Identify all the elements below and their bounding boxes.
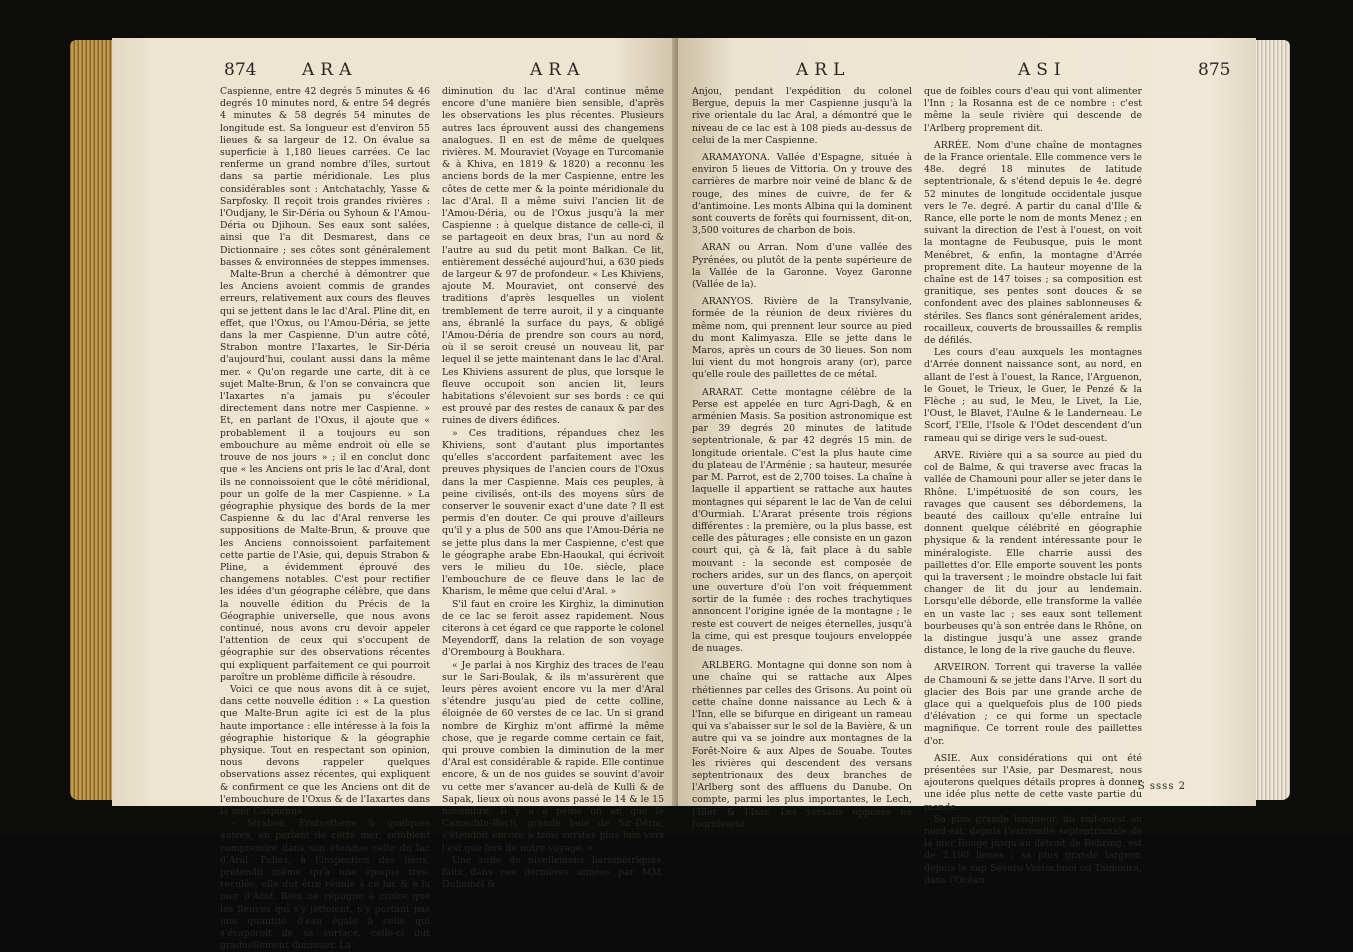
paragraph: Malte-Brun a cherché à démontrer que les Anciens avoient commis de grandes erreurs, relativement aux cours des fleuves qui se jettent dans le lac d'Aral. Pline dit, en effet, que l'Oxus, ou l'Amou-Déria, se jette dans la mer Caspienne. D'un autre côté, Strabon montre l'Iaxartes, le Sir-Déria d'aujourd'hui, coulant aussi dans la même mer. « Qu'on regarde une carte, dit à ce sujet Malte-Brun, & l'on se convaincra que l'Iaxartes n'a jamais pu s'écouler directement dans notre mer Caspienne. » Et, en parlant de l'Oxus, il ajoute que « probablement il a toujours eu son embouchure au même endroit où elle se trouve de nos jours » ; il en conclut donc que « les Anciens ont pris le lac d'Aral, dont ils ne connoissoient que le côté méridional, pour un golfe de la mer Caspienne. » La géographie physique des bords de la mer Caspienne & du lac d'Aral renverse les suppositions de Malte-Brun, & prouve que les Anciens connoissoient parfaitement cette partie de l'Asie, qui, depuis Strabon & Pline, a évidemment éprouvé des changemens notables. C'est pour rectifier les idées d'un géographe célèbre, que dans la nouvelle édition du Précis de la Géographie universelle, que nous avons continué, nous avons cru devoir appeler l'attention de ceux qui s'occupent de géographie sur des observations récentes qui expliquent parfaitement ce qui pourroit paroître un problème difficile à résoudre. — [220, 269, 430, 683]
running-head-right-1: ARL — [796, 60, 851, 80]
paragraph: que de foibles cours d'eau qui vont alimenter l'Inn ; la Rosanna est de ce nombre : c'est même la seule rivière qui descende de l'Arlberg proprement dit. — [924, 86, 1142, 134]
paragraph: Anjou, pendant l'expédition du colonel Bergue, depuis la mer Caspienne jusqu'à la rive orientale du lac Aral, a démontré que le niveau de ce lac est à 108 pieds au-dessus de celui de la mer Caspienne. — [692, 86, 912, 146]
paragraph: Voici ce que nous avons dit à ce sujet, dans cette nouvelle édition : « La question que Malte-Brun agite ici est de la plus haute importance : elle intéresse à la fois la géographie historique & la géographie physique. Tout en respectant son opinion, nous devons rappeler quelques observations assez récentes, qui expliquent & confirment ce que les Anciens ont dit de l'embouchure de l'Oxus & de l'Iaxartes dans la mer Caspienne. — [220, 683, 430, 817]
paragraph: Les cours d'eau auxquels les montagnes d'Arrée donnent naissance sont, au nord, en allant de l'est à l'ouest, la Rance, l'Arguenon, le Gouet, le Trieux, le Guer, le Penzé & la Flèche ; au sud, le Meu, le Livet, la Lie, l'Oust, le Blavet, l'Aulne & le Landerneau. Le Scorf, l'Elle, l'Isole & l'Odet descendent d'un rameau qui se dirige vers le sud-ouest. — [924, 347, 1142, 444]
dictionary-entry: ARAN ou Arran. Nom d'une vallée des Pyrénées, ou plutôt de la pente supérieure de la Vallée de la Garonne. Voyez Garonne (Vallée de la). — [692, 242, 912, 291]
dictionary-entry: ASIE. Aux considérations qui ont été présentées sur l'Asie, par Desmarest, nous ajouterons quelques détails propres à donner une idée plus nette de cette vaste partie du monde. — [924, 752, 1142, 813]
right-page-column-2 — [924, 86, 1142, 886]
left-page-column-2 — [442, 86, 664, 891]
signature-mark: S ssss 2 — [1137, 781, 1186, 792]
paragraph: » Ces traditions, répandues chez les Khiviens, sont d'autant plus importantes qu'elles s'accordent parfaitement avec les preuves physiques de l'ancien cours de l'Oxus dans la mer Caspienne. Mais ces peuples, à peine civilisés, ont-ils des moyens sûrs de conserver le souvenir exact d'une date ? Il est permis d'en douter. Ce qui prouve d'ailleurs qu'il y a plus de 500 ans que l'Amou-Déria ne se jette plus dans la mer Caspienne, c'est que le géographe arabe Ebn-Haoukal, qui écrivoit vers le milieu du 10e. siècle, place l'embouchure de ce fleuve dans le lac de Kharism, le même que celui d'Aral. » — [442, 427, 664, 598]
paragraph: diminution du lac d'Aral continue même encore d'une manière bien sensible, d'après les observations les plus récentes. Plusieurs autres lacs éprouvent aussi des changemens analogues. Il en est de même de quelques rivières. M. Mouraviet (Voyage en Turcomanie & à Khiva, en 1819 & 1820) a reconnu les anciens bords de la mer Caspienne, entre les côtes de cette mer & la pointe méridionale du lac d'Aral. Il a même suivi l'ancien lit de l'Amou-Déria, ou de l'Oxus jusqu'à la mer Caspienne : à quelque distance de celle-ci, il se partageoit en deux bras, l'un au nord & l'autre au sud du petit mont Balkan. Ce lit, entièrement desséché aujourd'hui, a 630 pieds de largeur & 97 de profondeur. « Les Khiviens, ajoute M. Mouraviet, ont conservé des traditions d'après lesquelles un violent tremblement de terre auroit, il y a cinquante ans, ébranlé la surface du pays, & obligé l'Amou-Déria de prendre son cours au nord, où il se seroit creusé un nouveau lit, par lequel il se jette maintenant dans le lac d'Aral. Les Khiviens assurent de plus, que lorsque le fleuve occupoit son ancien lit, leurs habitations s'élevoient sur ses bords : ce qui est prouvé par des restes de canaux & par des ruines de divers édifices. — [442, 86, 664, 427]
dictionary-entry: ARAMAYONA. Vallée d'Espagne, située à environ 5 lieues de Vittoria. On y trouve des carrières de marbre noir veiné de blanc & de rouge, des mines de cuivre, de fer & d'antimoine. Les monts Albina qui la dominent sont couverts de forêts qui fournissent, dit-on, 3,500 voitures de charbon de bois. — [692, 152, 912, 237]
dictionary-entry: ARRÉE. Nom d'une chaîne de montagnes de la France orientale. Elle commence vers le 48e. degré 18 minutes de latitude septentrionale, & s'étend depuis le 4e. degré 52 minutes de longitude occidentale jusque vers le 7e. degré. A partir du canal d'Ille & Rance, elle porte le nom de monts Menez ; en suivant la direction de l'est à l'ouest, on voit la montagne de Feubusque, puis le mont Menébret, & enfin, la montagne d'Arrée proprement dite. La hauteur moyenne de la chaîne est de 147 toises ; sa composition est granitique, ses pentes sont douces & se confondent avec des plaines sablonneuses & stériles. Ses flancs sont généralement arides, rocailleux, couverts de broussailles & remplis de défilés. — [924, 139, 1142, 347]
right-page-column-1 — [692, 86, 912, 830]
paragraph: Une suite de nivellemens barométriques, faits dans ces dernières années par MM. Duhamel & — [442, 854, 664, 891]
paragraph: S'il faut en croire les Kirghiz, la diminution de ce lac se feroit assez rapidement. Nous citerons à cet égard ce que rapporte le colonel Meyendorff, dans la relation de son voyage d'Orembourg à Boukhara. — [442, 598, 664, 659]
page-number-right: 875 — [1198, 60, 1231, 80]
running-head-right-2: ASI — [1018, 60, 1067, 80]
left-page-column-1 — [220, 86, 430, 952]
right-page-edges — [1250, 40, 1290, 800]
dictionary-entry: ARANYOS. Rivière de la Transylvanie, formée de la réunion de deux rivières du même nom, qui prennent leur source au pied du mont Kalimyasza. Elle se jette dans le Maros, après un cours de 30 lieues. Son nom lui vient du mot hongrois arany (or), parce qu'elle roule des paillettes de ce métal. — [692, 296, 912, 381]
page-number-left: 874 — [224, 60, 257, 80]
left-page — [112, 38, 680, 952]
dictionary-entry: ARVE. Rivière qui a sa source au pied du col de Balme, & qui traverse avec fracas la vallée de Chamouni pour aller se jeter dans le Rhône. L'impétuosité de son cours, les ravages que causent ses débordemens, la beauté des cailloux qu'elle entraîne lui donnent quelque célébrité en géographie physique & la rendent intéressante pour le minéralogiste. Elle charrie aussi des paillettes d'or. Elle emporte souvent les ponts qui la traversent ; le moindre obstacle lui fait changer de lit du jour au lendemain. Lorsqu'elle déborde, elle transforme la vallée en un vaste lac ; ses eaux sont tellement bourbeuses qu'à son entrée dans le Rhône, on la distingue jusqu'à une assez grande distance, le long de la rive gauche du fleuve. — [924, 449, 1142, 657]
left-page-header — [112, 60, 680, 86]
paragraph: Caspienne, entre 42 degrés 5 minutes & 46 degrés 10 minutes nord, & entre 54 degrés 4 minutes & 58 degrés 54 minutes de longitude est. Sa longueur est d'environ 55 lieues & sa largeur de 12. On évalue sa superficie à 1,180 lieues carrées. Ce lac renferme un grand nombre d'îles, surtout dans sa partie méridionale. Les plus considérables sont : Antchatachly, Yasse & Sarpfosky. Il reçoit trois grandes rivières : l'Oudjany, le Sir-Déria ou Syhoun & l'Amou-Déria ou Djihoun. Ses eaux sont salées, ainsi que l'a dit Desmarest, dans ce Dictionnaire ; ses côtes sont généralement basses & environnées de steppes immenses. — [220, 86, 430, 268]
paragraph: « Je parlai à nos Kirghiz des traces de l'eau sur le Sari-Boulak, & ils m'assurèrent que leurs pères avoient encore vu la mer d'Aral s'étendre jusqu'au pied de cette colline, éloignée de 60 verstes de ce lac. Un si grand nombre de Kirghiz m'ont affirmé la même chose, que je regarde comme certain ce fait, qui prouve combien la diminution de la mer d'Aral est considérable & rapide. Elle continue encore, & un de nos guides se souvint d'avoir vu cette mer s'avancer au-delà de Kulli & de Sapak, lieux où nous avons passé le 14 & le 15 novembre. Il y a à peine un an que le Camechlu-Bach, grande baie de Sir-Déria, s'étendoit encore à trois verstes plus loin vers l'est que lors de notre voyage. » — [442, 659, 664, 854]
dictionary-entry: ARARAT. Cette montagne célèbre de la Perse est appelée en turc Agri-Dagh, & en arménien Masis. Sa position astronomique est par 39 degrés 20 minutes de latitude septentrionale, & par 42 degrés 15 min. de longitude orientale. C'est la plus haute cime du plateau de l'Arménie ; sa hauteur, mesurée par M. Parrot, est de 2,700 toises. La chaîne à laquelle il appartient se rattache aux hautes montagnes qui séparent le lac de Van de celui d'Ourmiah. L'Ararat présente trois régions différentes : la première, ou la plus basse, est celle des pâturages ; elle consiste en un gazon court qui, çà & là, fait place à du sable mouvant : la seconde est composée de rochers arides, sur un des flancs, on aperçoit une ouverture d'où l'on voit fréquemment sortir de la fumée : des roches trachytiques annoncent l'origine ignée de la montagne ; le reste est couvert de neiges éternelles, jusqu'à la cime, qui est presque toujours enveloppée de nuages. — [692, 386, 912, 654]
paragraph: Sa plus grande longueur, du sud-ouest au nord-est, depuis l'extrémité septentrionale de la mer Rouge jusqu'au détroit de Behring, est de 2,190 lieues ; sa plus grande largeur, depuis le cap Sévero-Vostochnoi ou Taimoura, dans l'Océan — [924, 813, 1142, 886]
dictionary-entry: ARVEIRON. Torrent qui traverse la vallée de Chamouni & se jette dans l'Arve. Il sort du glacier des Bois par une grande arche de glace qui a quelquefois plus de 100 pieds d'élévation ; ce qui forme un spectacle magnifique. Ce torrent roule des paillettes d'or. — [924, 662, 1142, 747]
running-head-left-1: ARA — [302, 60, 358, 80]
paragraph: » Strabon, Eratosthène & quelques autres, en parlant de cette mer, semblent comprendre dans son étendue celle du lac d'Aral. Pallas, à l'inspection des lieux, prétendit même qu'à une époque très-reculée, elle dut être réunie à ce lac & à la mer d'Azof. Rien ne répugne à croire que les fleuves qui s'y jettoient, n'y portant pas une quantité d'eau égale à celle qui s'évaporoit de sa surface, celle-ci dut graduellement diminuer. La — [220, 818, 430, 952]
left-page-edges — [70, 40, 118, 800]
right-page — [678, 38, 1256, 886]
dictionary-entry: ARLBERG. Montagne qui donne son nom à une chaîne qui se rattache aux Alpes rhétiennes par celles des Grisons. Au point où cette chaîne donne naissance au Lech & à l'Inn, elle se bifurque en dirigeant un rameau qui va s'abaisser sur le sol de la Bavière, & un autre qui va se joindre aux montagnes de la Forêt-Noire & aux Alpes de Souabe. Toutes les rivières qui descendent des versans septentrionaux des deux branches de l'Arlberg sont des affluens du Danube. On compte, parmi les plus importantes, le Lech, l'Iller & l'Isar. Les versans opposés ne fournissent — [692, 660, 912, 830]
running-head-left-2: ARA — [530, 60, 586, 80]
right-page-header — [678, 60, 1256, 86]
